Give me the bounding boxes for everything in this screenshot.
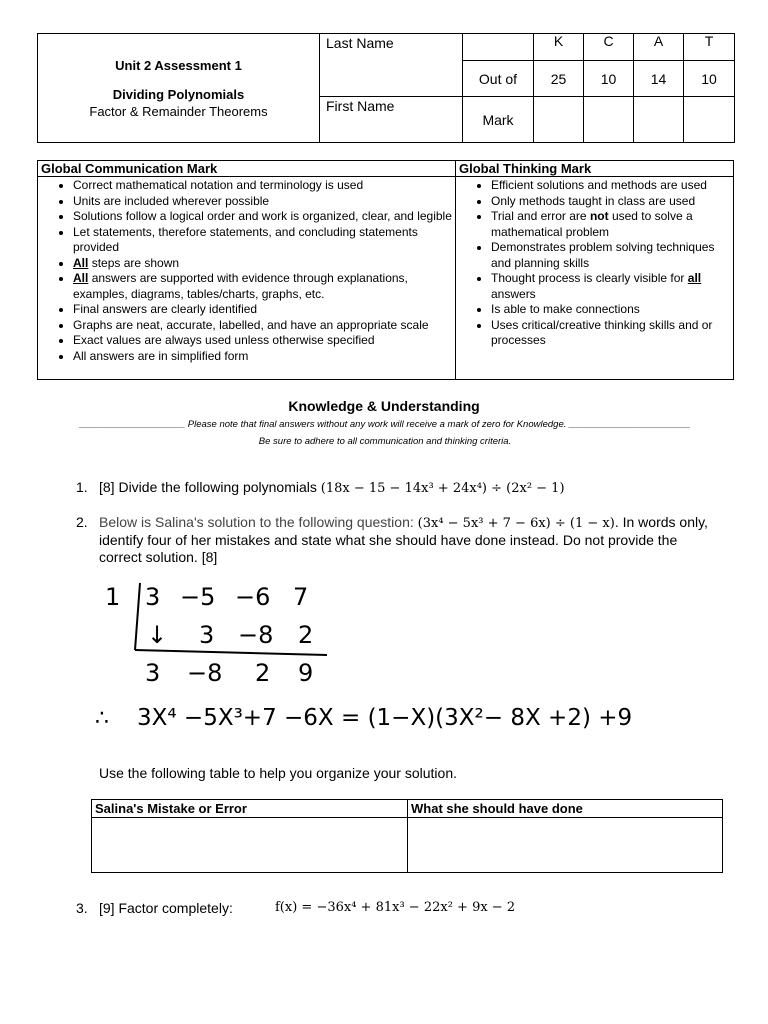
- out-of-t: 10: [684, 61, 735, 97]
- mark-k-field[interactable]: [534, 97, 584, 143]
- question-number: 3.: [76, 900, 88, 916]
- mistakes-table: [91, 799, 723, 873]
- first-name-label: First Name: [326, 98, 395, 114]
- unit-title: Unit 2 Assessment 1: [115, 57, 242, 73]
- out-of-label: Out of: [463, 61, 534, 97]
- list-item-text: answers: [491, 286, 536, 301]
- list-item-text: Trial and error are: [491, 209, 587, 223]
- blank-line: ____________________: [79, 419, 186, 430]
- list-item: • Units are included wherever possible: [73, 194, 453, 210]
- mark-a-field[interactable]: [634, 97, 684, 143]
- header-table: [37, 33, 735, 143]
- blank-cell: [463, 34, 534, 61]
- divisor: 1: [105, 583, 121, 611]
- list-item: [491, 209, 731, 240]
- coefficient: −6: [235, 583, 271, 611]
- question-1: [99, 479, 565, 496]
- list-item: • Demonstrates problem solving techniques and planning skills: [491, 240, 731, 271]
- thinking-heading: Global Thinking Mark: [456, 161, 734, 177]
- blank-line: _______________________: [569, 419, 691, 430]
- list-item-text: steps are shown: [91, 255, 180, 270]
- list-item: • Final answers are clearly identified: [73, 302, 453, 318]
- organize-instruction: Use the following table to help you organize your solution.: [99, 765, 457, 781]
- mistake-column-header: Salina's Mistake or Error: [92, 800, 408, 818]
- assessment-title-cell: [38, 34, 320, 143]
- math-expression: (18x − 15 − 14x³ + 24x⁴) ÷ (2x² − 1): [320, 481, 565, 496]
- section-title: Knowledge & Understanding: [288, 398, 480, 414]
- first-name-field[interactable]: [320, 97, 463, 143]
- out-of-c: 10: [584, 61, 634, 97]
- handwritten-conclusion: 3X⁴ −5X³+7 −6X = (1−X)(3X²− 8X +2) +9: [137, 705, 633, 731]
- criteria-note: Be sure to adhere to all communication and thinking criteria.: [258, 436, 512, 447]
- list-item: [73, 271, 453, 302]
- arrow-down-icon: ↓: [147, 621, 168, 649]
- result-value: 3: [145, 659, 161, 687]
- mark-t-field[interactable]: [684, 97, 735, 143]
- math-expression: f(x) = −36x⁴ + 81x³ − 22x² + 9x − 2: [275, 900, 516, 915]
- list-item: • Correct mathematical notation and terminology is used: [73, 178, 453, 194]
- product-value: 2: [298, 621, 314, 649]
- out-of-a: 14: [634, 61, 684, 97]
- result-value: 2: [255, 659, 271, 687]
- result-value: −8: [187, 659, 223, 687]
- question-2: [99, 514, 729, 566]
- correction-column-header: What she should have done: [408, 800, 723, 818]
- list-item: • Is able to make connections: [491, 302, 731, 318]
- emphasis-not: not: [589, 209, 609, 223]
- list-item: • Exact values are always used unless otherwise specified: [73, 333, 453, 349]
- list-item: • Graphs are neat, accurate, labelled, and have an appropriate scale: [73, 318, 453, 334]
- mark-c-field[interactable]: [584, 97, 634, 143]
- category-c: C: [584, 34, 634, 61]
- list-item: • Let statements, therefore statements, and concluding statements provided: [73, 225, 453, 256]
- therefore-symbol: ∴: [95, 706, 109, 731]
- question-text: correct solution. [8]: [99, 549, 218, 565]
- last-name-label: Last Name: [326, 35, 394, 51]
- coefficient: −5: [180, 583, 216, 611]
- mistake-answer-cell[interactable]: [92, 818, 408, 873]
- question-number: 1.: [76, 479, 88, 495]
- category-a: A: [634, 34, 684, 61]
- communication-criteria: [38, 177, 456, 380]
- question-text: identify four of her mistakes and state what she should have done instead. Do not provide the: [99, 532, 678, 548]
- list-item: [73, 256, 453, 272]
- result-value: 9: [298, 659, 314, 687]
- category-t: T: [684, 34, 735, 61]
- global-marks-table: [37, 160, 734, 380]
- question-text: . In words only,: [614, 514, 708, 530]
- zero-mark-note: [37, 419, 733, 430]
- list-item: • All answers are in simplified form: [73, 349, 453, 365]
- last-name-field[interactable]: [320, 34, 463, 97]
- question-text: Below is Salina's solution to the following question:: [99, 514, 414, 530]
- list-item: • Solutions follow a logical order and work is organized, clear, and legible: [73, 209, 453, 225]
- list-item: [491, 271, 731, 302]
- question-number: 2.: [76, 514, 88, 530]
- list-item: • Uses critical/creative thinking skills and or processes: [491, 318, 731, 349]
- emphasis-all: All: [73, 255, 89, 270]
- handwritten-solution: [95, 575, 655, 735]
- question-3: [9] Factor completely:: [99, 900, 233, 916]
- emphasis-all: All: [73, 271, 89, 285]
- note-text: Please note that final answers without any work will receive a mark of zero for Knowledge.: [187, 419, 567, 430]
- division-bracket: [135, 583, 140, 650]
- mark-label: Mark: [463, 97, 534, 143]
- thinking-criteria: [456, 177, 734, 380]
- list-item-text: Thought process is clearly visible for: [491, 271, 685, 285]
- product-value: −8: [238, 621, 274, 649]
- division-line: [135, 650, 327, 655]
- correction-answer-cell[interactable]: [408, 818, 723, 873]
- list-item-text: answers are supported with evidence through explanations, examples, diagrams, tables/charts, graphs, etc.: [73, 271, 408, 301]
- coefficient: 7: [293, 583, 309, 611]
- communication-heading: Global Communication Mark: [38, 161, 456, 177]
- topic-subtitle: Factor & Remainder Theorems: [89, 103, 268, 119]
- product-value: 3: [199, 621, 215, 649]
- list-item-text: used to solve a mathematical problem: [491, 209, 693, 239]
- question-text: [8] Divide the following polynomials: [99, 479, 317, 495]
- list-item: • Only methods taught in class are used: [491, 194, 731, 210]
- category-k: K: [534, 34, 584, 61]
- list-item: • Efficient solutions and methods are used: [491, 178, 731, 194]
- emphasis-all: all: [687, 271, 702, 285]
- out-of-k: 25: [534, 61, 584, 97]
- topic-title: Dividing Polynomials: [112, 86, 245, 102]
- math-expression: (3x⁴ − 5x³ + 7 − 6x) ÷ (1 − x): [417, 516, 615, 531]
- coefficient: 3: [145, 583, 161, 611]
